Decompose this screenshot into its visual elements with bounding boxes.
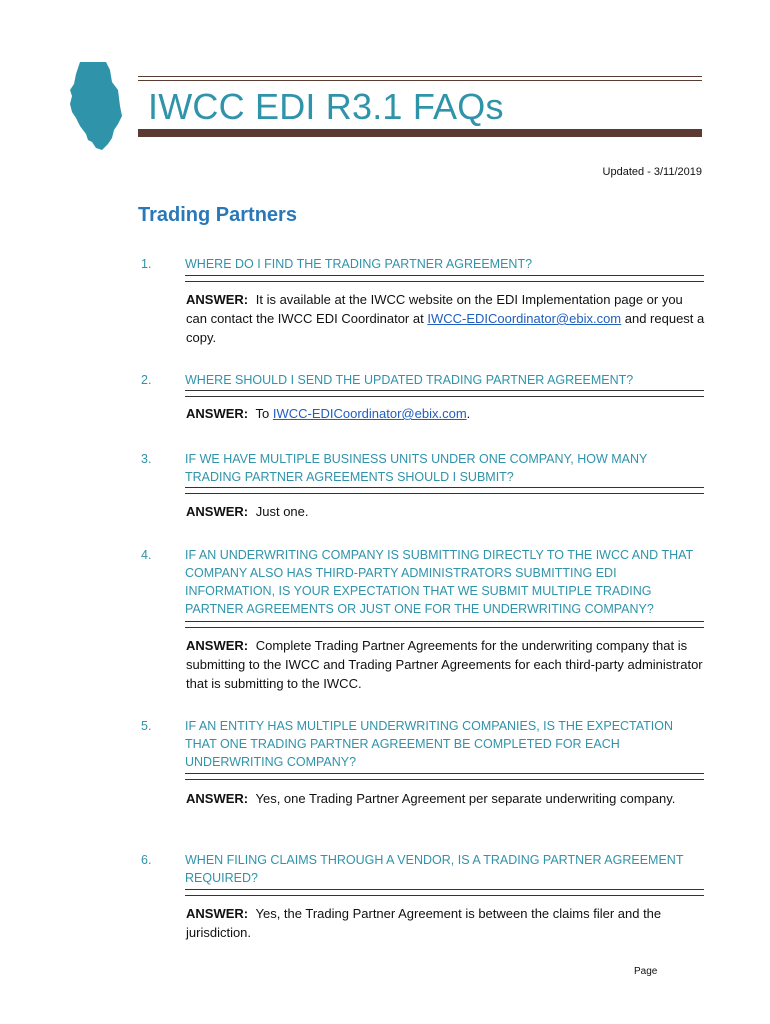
faq-answer-1 bbox=[186, 290, 706, 347]
faq-divider bbox=[185, 275, 704, 282]
answer-text-after: and request a copy. bbox=[186, 311, 705, 345]
email-link[interactable]: IWCC-EDICoordinator@ebix.com bbox=[272, 406, 467, 421]
answer-text-after: . bbox=[466, 406, 471, 421]
answer-text: Yes, one Trading Partner Agreement per separate underwriting company. bbox=[255, 791, 676, 806]
faq-number: 5. bbox=[141, 719, 152, 733]
faq-question-text: IF AN UNDERWRITING COMPANY IS SUBMITTING DIRECTLY TO THE IWCC AND THAT COMPANY ALSO HAS THIRD-PARTY ADMINISTRATORS SUBMITTING EDI INFORMATION, IS YOUR EXPECTATION THAT WE SUBMIT MULTIPLE TRADING PARTNER AGREEMENTS OR JUST ONE FOR THE UNDERWRITING COMPANY? bbox=[185, 548, 693, 616]
answer-label: ANSWER: bbox=[186, 791, 249, 806]
answer-label: ANSWER: bbox=[186, 504, 249, 519]
answer-label: ANSWER: bbox=[186, 406, 249, 421]
answer-text: Complete Trading Partner Agreements for the underwriting company that is submitting to the IWCC and Trading Partner Agreements for each third-party administrator that is submitting to the IWCC. bbox=[186, 638, 703, 691]
document-title: IWCC EDI R3.1 FAQs bbox=[148, 86, 504, 127]
faq-question-6 bbox=[141, 851, 705, 887]
faq-divider bbox=[185, 621, 704, 628]
faq-question-text: WHERE SHOULD I SEND THE UPDATED TRADING PARTNER AGREEMENT? bbox=[185, 373, 634, 387]
faq-question-text: IF AN ENTITY HAS MULTIPLE UNDERWRITING COMPANIES, IS THE EXPECTATION THAT ONE TRADING PARTNER AGREEMENT BE COMPLETED FOR EACH UNDERWRITING COMPANY? bbox=[185, 719, 674, 769]
faq-answer-3 bbox=[186, 502, 706, 521]
page-label: Page bbox=[634, 966, 658, 977]
faq-answer-5 bbox=[186, 789, 706, 808]
faq-divider bbox=[185, 390, 704, 397]
faq-number: 6. bbox=[141, 853, 152, 867]
faq-question-3 bbox=[141, 450, 705, 486]
header-rule-bar bbox=[138, 129, 702, 137]
faq-answer-4 bbox=[186, 636, 706, 693]
faq-number: 2. bbox=[141, 373, 152, 387]
faq-answer-2 bbox=[186, 404, 706, 423]
faq-divider bbox=[185, 889, 704, 896]
section-title: Trading Partners bbox=[138, 204, 297, 226]
answer-label: ANSWER: bbox=[186, 292, 249, 307]
faq-question-text: IF WE HAVE MULTIPLE BUSINESS UNITS UNDER ONE COMPANY, HOW MANY TRADING PARTNER AGREEMENTS SHOULD I SUBMIT? bbox=[185, 452, 648, 484]
answer-text: Yes, the Trading Partner Agreement is between the claims filer and the jurisdiction. bbox=[186, 906, 662, 940]
faq-divider bbox=[185, 487, 704, 494]
answer-label: ANSWER: bbox=[186, 906, 249, 921]
faq-question-text: WHEN FILING CLAIMS THROUGH A VENDOR, IS A TRADING PARTNER AGREEMENT REQUIRED? bbox=[185, 853, 684, 885]
faq-answer-6 bbox=[186, 904, 706, 942]
faq-question-text: WHERE DO I FIND THE TRADING PARTNER AGREEMENT? bbox=[185, 257, 533, 271]
faq-question-4 bbox=[141, 546, 705, 618]
answer-text: To bbox=[255, 406, 273, 421]
email-link[interactable]: IWCC-EDICoordinator@ebix.com bbox=[427, 311, 622, 326]
answer-text: It is available at the IWCC website on the EDI Implementation page or you can contact the IWCC EDI Coordinator at bbox=[186, 292, 683, 326]
faq-number: 1. bbox=[141, 257, 152, 271]
header-rule-top-second bbox=[138, 80, 702, 81]
faq-number: 3. bbox=[141, 452, 152, 466]
faq-number: 4. bbox=[141, 548, 152, 562]
faq-divider bbox=[185, 773, 704, 780]
faq-question-5 bbox=[141, 717, 705, 771]
illinois-state-icon bbox=[66, 60, 128, 152]
header-rule-top bbox=[138, 76, 702, 77]
faq-question-2 bbox=[141, 371, 705, 389]
updated-date: Updated - 3/11/2019 bbox=[602, 166, 702, 178]
answer-label: ANSWER: bbox=[186, 638, 249, 653]
faq-question-1 bbox=[141, 255, 705, 273]
answer-text: Just one. bbox=[255, 504, 309, 519]
